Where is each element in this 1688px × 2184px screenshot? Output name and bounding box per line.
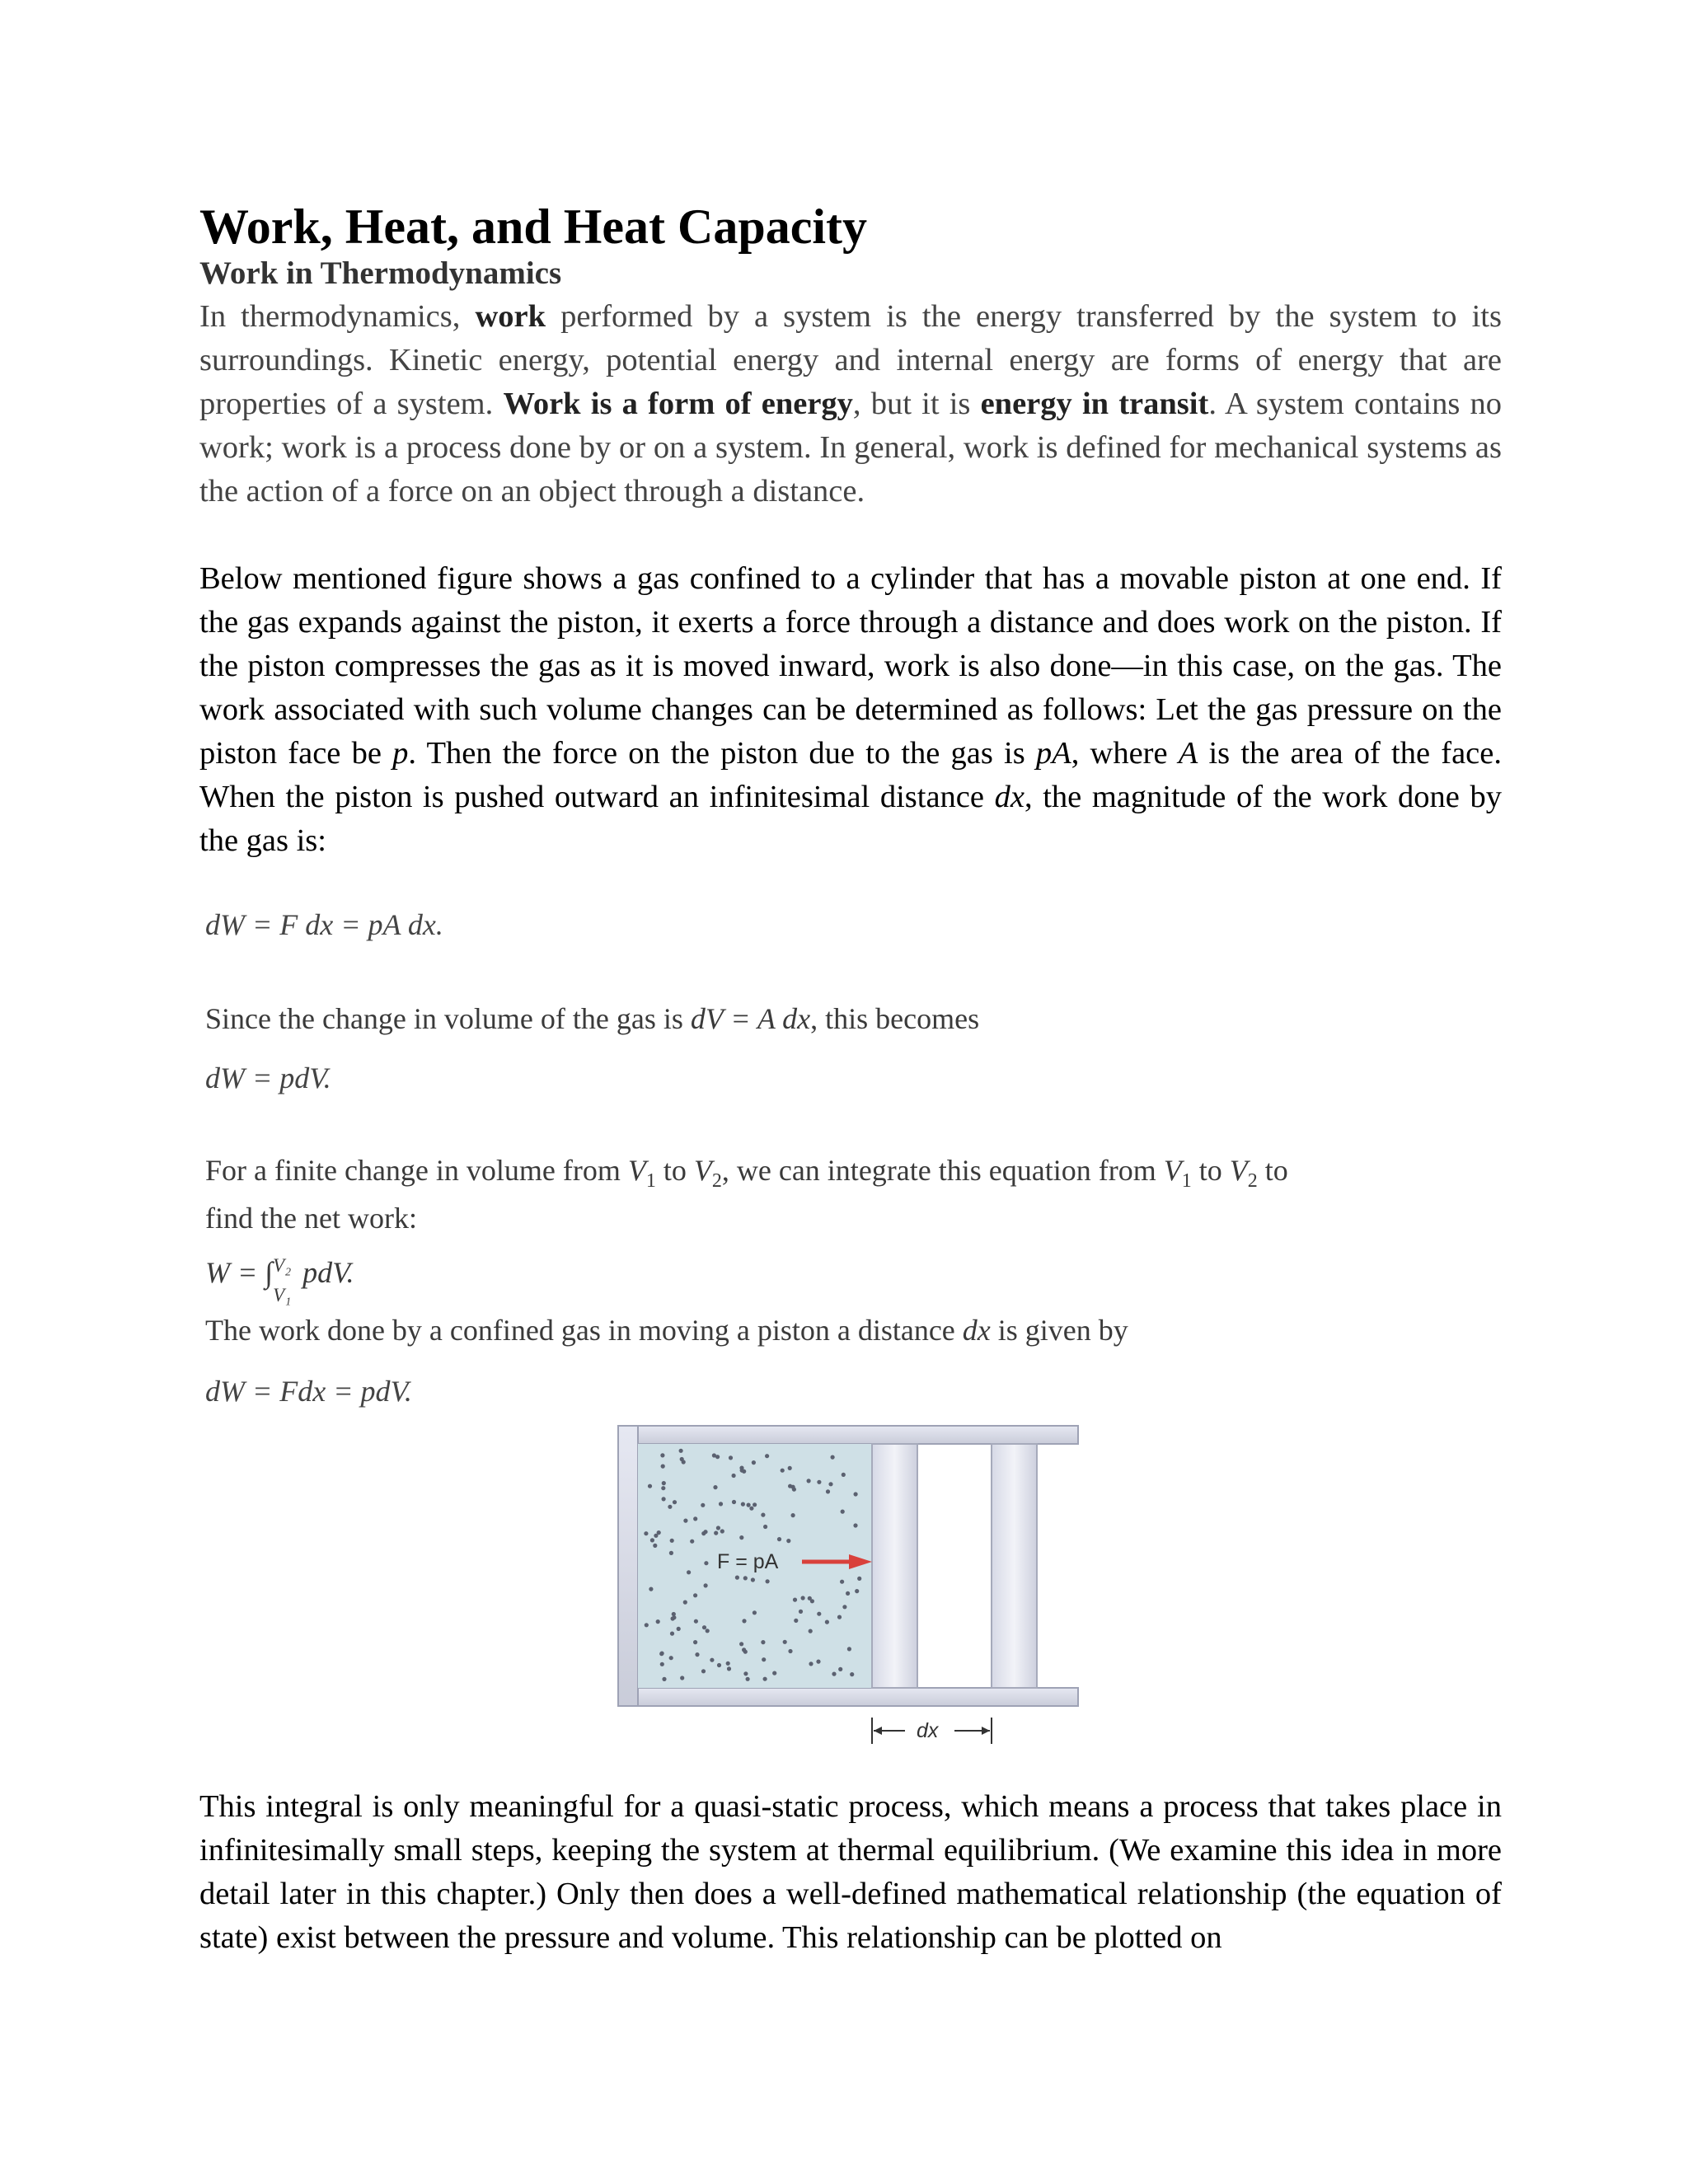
gas-molecule [668,1505,672,1509]
gas-molecule [680,1675,684,1680]
gas-molecule [842,1605,846,1609]
gas-molecule [683,1601,687,1605]
gas-molecule [672,1612,676,1616]
gas-molecule [838,1667,842,1671]
gas-molecule [777,1537,781,1541]
gas-molecule [762,1657,766,1661]
gas-molecule [727,1666,731,1671]
gas-molecule [648,1484,652,1488]
gas-molecule [680,1457,684,1461]
gas-molecule [706,1629,710,1633]
gas-molecule [687,1570,691,1574]
gas-molecule [683,1519,687,1523]
gas-molecule [690,1540,694,1544]
gas-molecule [662,1481,666,1485]
gas-molecule [853,1523,857,1527]
section-subtitle: Work in Thermodynamics [199,255,562,291]
gas-molecule [701,1503,705,1507]
gas-molecule [662,1677,666,1681]
gas-molecule [761,1513,765,1517]
gas-molecule [793,1598,797,1602]
gas-molecule [719,1502,723,1506]
gas-molecule [772,1671,776,1675]
gas-molecule [716,1526,720,1530]
gas-molecule [669,1656,673,1660]
gas-molecule [847,1647,851,1651]
gas-molecule [702,1625,706,1629]
dx-arrow-right-head [982,1727,990,1735]
gas-molecule [832,1672,836,1676]
cylinder-bottom-wall [618,1688,1078,1706]
line-find-net-work: find the net work: [205,1202,417,1235]
piston-displaced-outline [992,1444,1037,1688]
gas-molecule [799,1610,803,1614]
line-confined-gas: The work done by a confined gas in moving a piston a distance dx is given by [205,1314,1128,1347]
gas-molecule [788,1484,792,1488]
gas-molecule [857,1577,861,1581]
gas-molecule [654,1534,658,1538]
cylinder-top-wall [618,1426,1078,1444]
gas-molecule [645,1623,649,1627]
gas-molecule [660,1662,664,1666]
gas-molecule [701,1669,706,1673]
line-finite-change: For a finite change in volume from $V_1$ to $V_2$, we can integrate this equation from $V_1$ to $V_2$ to [205,1154,1288,1193]
force-label: F = pA [717,1550,779,1573]
gas-molecule [714,1531,718,1535]
gas-molecule [841,1510,845,1514]
piston [872,1444,917,1688]
gas-molecule [659,1652,663,1656]
line-volume-change: Since the change in volume of the gas is dV = A dx, this becomes [205,1002,980,1035]
gas-molecule [739,1642,743,1646]
gas-molecule [661,1486,665,1490]
dx-arrow-left-head [874,1727,882,1735]
equation-integral: W = ∫ V₂ V₁ pdV. [205,1254,354,1305]
gas-molecule [677,1627,681,1631]
gas-molecule [826,1489,830,1493]
gas-molecule [729,1455,733,1460]
gas-molecule [850,1672,854,1676]
gas-molecule [679,1449,683,1453]
gas-molecule [788,1466,792,1470]
gas-molecule [828,1482,832,1486]
gas-molecule [817,1480,821,1484]
paragraph-work-definition: In thermodynamics, work performed by a system is the energy transferred by the system to its surroundings. Kinetic energy, potential energy and internal energy are forms of energy that are properties of a system. Work is a form of energy, but it is energy in transit. A system contains no work; work is a process done by or on a system. In general, work is defined for mechanical systems as the action of a force on an object through a distance. [199,299,1502,509]
gas-molecule [831,1455,835,1460]
gas-molecule [710,1658,714,1662]
equation-work-pdv: dW = pdV. [205,1062,331,1094]
gas-molecule [644,1531,648,1535]
gas-molecule [673,1500,677,1504]
gas-molecule [791,1513,795,1517]
gas-molecule [801,1596,805,1600]
gas-molecule [660,1453,664,1457]
gas-molecule [732,1500,736,1504]
gas-molecule [807,1479,811,1483]
gas-molecule [703,1530,707,1534]
gas-molecule [720,1529,724,1533]
gas-molecule [854,1492,858,1496]
gas-molecule [732,1474,736,1478]
gas-molecule [704,1561,708,1565]
gas-molecule [715,1455,720,1459]
gas-molecule [825,1620,829,1624]
gas-molecule [650,1538,654,1542]
gas-molecule [786,1539,790,1543]
gas-molecule [763,1677,767,1681]
gas-molecule [693,1516,697,1521]
gas-molecule [653,1544,657,1548]
gas-molecule [809,1629,813,1633]
gas-molecule [846,1591,850,1596]
gas-molecule [842,1473,846,1477]
gas-molecule [741,1502,745,1507]
gas-molecule [713,1485,717,1489]
cylinder-end-wall [618,1426,638,1706]
gas-molecule [742,1647,746,1652]
gas-molecule [783,1640,787,1644]
piston-cylinder-figure [617,1424,1082,1750]
gas-molecule [704,1583,708,1587]
gas-molecule [726,1661,730,1666]
gas-molecule [817,1612,821,1616]
dx-label: dx [917,1719,939,1742]
gas-molecule [751,1577,755,1582]
gas-molecule [752,1460,756,1465]
gas-molecule [765,1454,769,1458]
gas-molecule [766,1579,770,1583]
gas-molecule [740,1469,744,1473]
gas-molecule [808,1596,812,1601]
paragraph-piston-description: Below mentioned figure shows a gas confined to a cylinder that has a movable piston at one end. If the gas expands against the piston, it exerts a force through a distance and does work on the piston. If the piston compresses the gas as it is moved inward, work is also done—in this case, on the gas. The work associated with such volume changes can be determined as follows: Let the gas pressure on the piston face be p. Then the force on the piston due to the gas is pA, where A is the area of the face. When the piston is pushed outward an infinitesimal distance dx, the magnitude of the work done by the gas is: [199,561,1502,858]
gas-molecule [816,1660,820,1664]
gas-molecule [717,1663,721,1667]
gas-molecule [788,1649,792,1653]
gas-molecule [792,1488,796,1492]
equation-work-force: dW = F dx = pA dx. [205,908,443,941]
gas-molecule [837,1615,842,1619]
gas-molecule [661,1465,665,1469]
gas-molecule [747,1503,751,1507]
gas-molecule [753,1610,757,1615]
gas-molecule [693,1593,697,1597]
gas-molecule [695,1652,699,1657]
gas-molecule [739,1535,743,1540]
gas-molecule [809,1661,813,1666]
gas-molecule [670,1539,674,1543]
gas-molecule [761,1640,765,1644]
gas-molecule [753,1502,757,1507]
gas-molecule [669,1551,673,1555]
gas-molecule [855,1589,859,1593]
gas-molecule [656,1619,660,1624]
paragraph-quasi-static: This integral is only meaningful for a quasi-static process, which means a process that takes place in infinitesimally small steps, keeping the system at thermal equilibrium. (We examine this idea in more detail later in this chapter.) Only then does a well-defined mathematical relationship (the equation of state) exist between the pressure and volume. This relationship can be plotted on [199,1789,1502,1955]
gas-molecule [749,1507,753,1511]
gas-molecule [743,1576,748,1580]
gas-molecule [781,1469,785,1473]
gas-molecule [670,1632,674,1636]
gas-molecule [742,1619,746,1623]
equation-work-fdx: dW = Fdx = pdV. [205,1375,412,1408]
gas-molecule [735,1576,739,1580]
gas-molecule [743,1671,748,1675]
gas-molecule [649,1587,653,1591]
gas-molecule [694,1619,698,1624]
gas-molecule [662,1497,666,1501]
page-title: Work, Heat, and Heat Capacity [199,199,867,254]
gas-molecule [794,1619,798,1623]
gas-molecule [693,1640,697,1644]
gas-molecule [840,1580,844,1584]
gas-molecule [763,1525,767,1529]
gas-molecule [746,1677,750,1681]
